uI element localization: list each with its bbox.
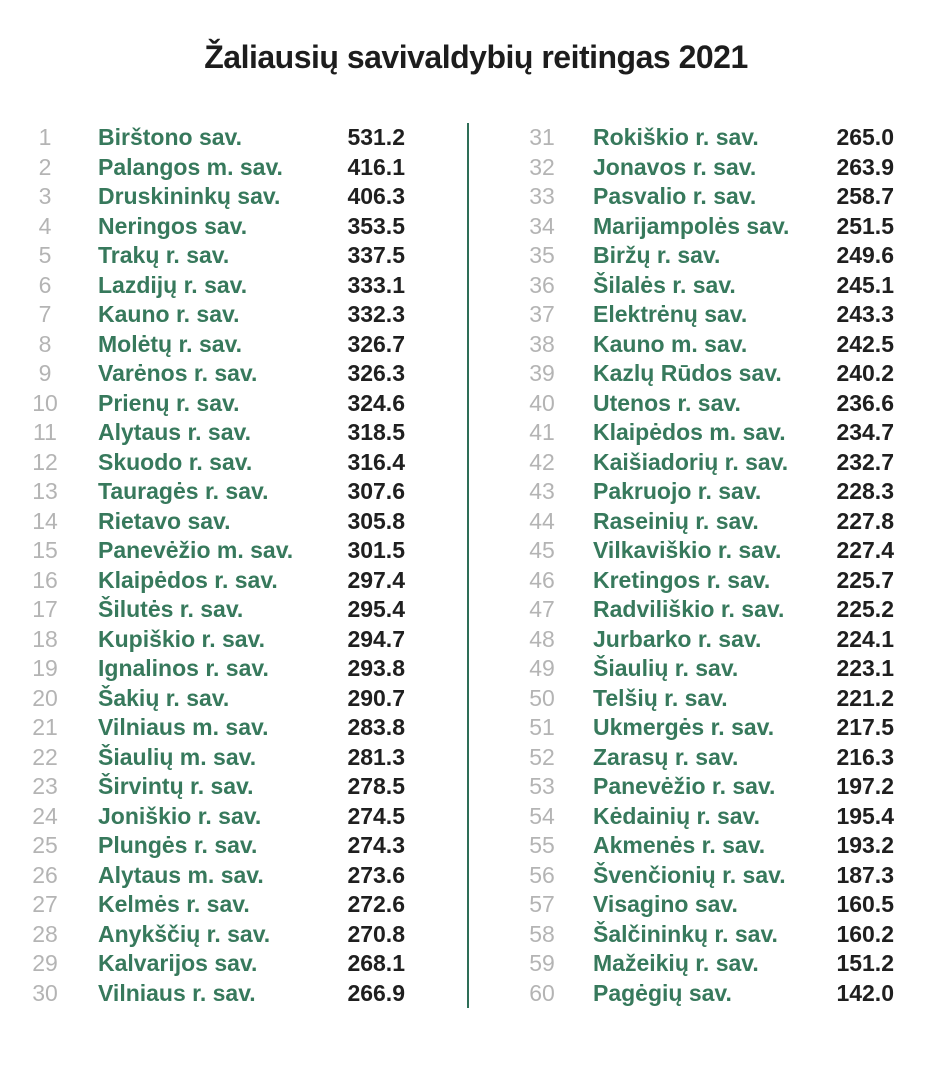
- rank-cell: 10: [32, 389, 58, 416]
- rank-cell: 44: [529, 507, 555, 534]
- table-row: [519, 772, 894, 802]
- table-row: [20, 920, 405, 950]
- rank-cell: 28: [32, 920, 58, 947]
- rank-cell: 5: [38, 242, 52, 269]
- table-row: [20, 684, 405, 714]
- score-value: 332.3: [347, 301, 405, 328]
- rank-cell: 46: [529, 566, 555, 593]
- table-row: [519, 743, 894, 773]
- rank-cell: 22: [32, 743, 58, 770]
- table-row: [519, 153, 894, 183]
- score-value: 142.0: [836, 979, 894, 1006]
- rank-cell: 7: [38, 301, 52, 328]
- table-row: [519, 831, 894, 861]
- municipality-name: Anykščių r. sav.: [98, 920, 271, 947]
- rank-cell: 35: [529, 242, 555, 269]
- table-row: [20, 389, 405, 419]
- score-value: 272.6: [347, 891, 405, 918]
- municipality-name: Šilutės r. sav.: [98, 596, 244, 623]
- score-value: 160.2: [836, 920, 894, 947]
- score-value: 234.7: [836, 419, 894, 446]
- rank-cell: 3: [38, 183, 52, 210]
- municipality-name: Šiaulių m. sav.: [98, 743, 257, 770]
- municipality-name: Vilkaviškio r. sav.: [593, 537, 782, 564]
- rank-cell: 60: [529, 979, 555, 1006]
- score-value: 273.6: [347, 861, 405, 888]
- municipality-name: Rokiškio r. sav.: [593, 124, 759, 151]
- table-row: [519, 448, 894, 478]
- score-value: 193.2: [836, 832, 894, 859]
- score-value: 290.7: [347, 684, 405, 711]
- rank-cell: 19: [32, 655, 58, 682]
- table-row: [20, 831, 405, 861]
- table-row: [20, 654, 405, 684]
- score-value: 187.3: [836, 861, 894, 888]
- rank-cell: 40: [529, 389, 555, 416]
- municipality-name: Kelmės r. sav.: [98, 891, 250, 918]
- municipality-name: Jonavos r. sav.: [593, 153, 757, 180]
- score-value: 251.5: [836, 212, 894, 239]
- score-value: 242.5: [836, 330, 894, 357]
- rank-cell: 41: [529, 419, 555, 446]
- rank-cell: 47: [529, 596, 555, 623]
- score-value: 270.8: [347, 920, 405, 947]
- municipality-name: Neringos sav.: [98, 212, 248, 239]
- municipality-name: Lazdijų r. sav.: [98, 271, 248, 298]
- table-row: [20, 536, 405, 566]
- ranking-column-right: [519, 123, 894, 1008]
- score-value: 333.1: [347, 271, 405, 298]
- rank-cell: 25: [32, 832, 58, 859]
- score-value: 240.2: [836, 360, 894, 387]
- municipality-name: Kauno m. sav.: [593, 330, 748, 357]
- municipality-name: Utenos r. sav.: [593, 389, 741, 416]
- rank-cell: 32: [529, 153, 555, 180]
- municipality-name: Marijampolės sav.: [593, 212, 790, 239]
- municipality-name: Klaipėdos m. sav.: [593, 419, 786, 446]
- municipality-name: Skuodo r. sav.: [98, 448, 253, 475]
- score-value: 294.7: [347, 625, 405, 652]
- municipality-name: Kazlų Rūdos sav.: [593, 360, 782, 387]
- score-value: 307.6: [347, 478, 405, 505]
- score-value: 160.5: [836, 891, 894, 918]
- rank-cell: 59: [529, 950, 555, 977]
- table-row: [20, 241, 405, 271]
- municipality-name: Jurbarko r. sav.: [593, 625, 762, 652]
- municipality-name: Pagėgių sav.: [593, 979, 732, 1006]
- score-value: 225.7: [836, 566, 894, 593]
- rank-cell: 55: [529, 832, 555, 859]
- rank-cell: 6: [38, 271, 52, 298]
- score-value: 224.1: [836, 625, 894, 652]
- municipality-name: Panevėžio r. sav.: [593, 773, 776, 800]
- score-value: 258.7: [836, 183, 894, 210]
- municipality-name: Tauragės r. sav.: [98, 478, 269, 505]
- municipality-name: Trakų r. sav.: [98, 242, 230, 269]
- table-row: [519, 477, 894, 507]
- rank-cell: 51: [529, 714, 555, 741]
- municipality-name: Pasvalio r. sav.: [593, 183, 757, 210]
- table-row: [519, 566, 894, 596]
- table-row: [20, 477, 405, 507]
- municipality-name: Ukmergės r. sav.: [593, 714, 775, 741]
- table-row: [20, 949, 405, 979]
- rank-cell: 27: [32, 891, 58, 918]
- score-value: 278.5: [347, 773, 405, 800]
- municipality-name: Biržų r. sav.: [593, 242, 721, 269]
- table-row: [20, 448, 405, 478]
- table-row: [519, 507, 894, 537]
- rank-cell: 45: [529, 537, 555, 564]
- table-row: [519, 595, 894, 625]
- score-value: 281.3: [347, 743, 405, 770]
- municipality-name: Druskininkų sav.: [98, 183, 281, 210]
- table-row: [20, 713, 405, 743]
- score-value: 227.4: [836, 537, 894, 564]
- rank-cell: 53: [529, 773, 555, 800]
- score-value: 268.1: [347, 950, 405, 977]
- table-row: [20, 507, 405, 537]
- table-row: [519, 536, 894, 566]
- table-row: [20, 772, 405, 802]
- rank-cell: 18: [32, 625, 58, 652]
- table-row: [20, 743, 405, 773]
- table-row: [20, 330, 405, 360]
- score-value: 531.2: [347, 124, 405, 151]
- municipality-name: Kauno r. sav.: [98, 301, 240, 328]
- rank-cell: 34: [529, 212, 555, 239]
- score-value: 217.5: [836, 714, 894, 741]
- score-value: 249.6: [836, 242, 894, 269]
- rank-cell: 57: [529, 891, 555, 918]
- municipality-name: Švenčionių r. sav.: [593, 861, 786, 888]
- table-row: [519, 920, 894, 950]
- ranking-column-left: [20, 123, 405, 1008]
- rank-cell: 16: [32, 566, 58, 593]
- municipality-name: Telšių r. sav.: [593, 684, 728, 711]
- score-value: 232.7: [836, 448, 894, 475]
- table-row: [519, 625, 894, 655]
- rank-cell: 43: [529, 478, 555, 505]
- rank-cell: 24: [32, 802, 58, 829]
- rank-cell: 33: [529, 183, 555, 210]
- municipality-name: Šiaulių r. sav.: [593, 655, 739, 682]
- score-value: 326.7: [347, 330, 405, 357]
- rank-cell: 23: [32, 773, 58, 800]
- municipality-name: Panevėžio m. sav.: [98, 537, 294, 564]
- municipality-name: Visagino sav.: [593, 891, 738, 918]
- municipality-name: Širvintų r. sav.: [98, 773, 254, 800]
- score-value: 283.8: [347, 714, 405, 741]
- rank-cell: 4: [38, 212, 52, 239]
- table-row: [20, 890, 405, 920]
- municipality-name: Šilalės r. sav.: [593, 271, 736, 298]
- table-row: [20, 861, 405, 891]
- municipality-name: Kupiškio r. sav.: [98, 625, 266, 652]
- municipality-name: Akmenės r. sav.: [593, 832, 766, 859]
- rank-cell: 52: [529, 743, 555, 770]
- table-row: [20, 595, 405, 625]
- rank-cell: 8: [38, 330, 52, 357]
- score-value: 223.1: [836, 655, 894, 682]
- table-row: [20, 182, 405, 212]
- table-row: [519, 861, 894, 891]
- municipality-name: Palangos m. sav.: [98, 153, 283, 180]
- municipality-name: Prienų r. sav.: [98, 389, 240, 416]
- score-value: 416.1: [347, 153, 405, 180]
- rank-cell: 21: [32, 714, 58, 741]
- rank-cell: 9: [38, 360, 52, 387]
- rank-cell: 20: [32, 684, 58, 711]
- rank-cell: 37: [529, 301, 555, 328]
- score-value: 297.4: [347, 566, 405, 593]
- table-row: [519, 890, 894, 920]
- table-row: [20, 212, 405, 242]
- table-row: [20, 359, 405, 389]
- score-value: 337.5: [347, 242, 405, 269]
- rank-cell: 13: [32, 478, 58, 505]
- rank-cell: 38: [529, 330, 555, 357]
- score-value: 305.8: [347, 507, 405, 534]
- table-row: [20, 300, 405, 330]
- table-row: [519, 241, 894, 271]
- municipality-name: Elektrėnų sav.: [593, 301, 748, 328]
- municipality-name: Šakių r. sav.: [98, 684, 230, 711]
- municipality-name: Birštono sav.: [98, 124, 242, 151]
- score-value: 195.4: [836, 802, 894, 829]
- score-value: 263.9: [836, 153, 894, 180]
- table-row: [519, 300, 894, 330]
- rank-cell: 56: [529, 861, 555, 888]
- table-row: [519, 182, 894, 212]
- table-row: [20, 802, 405, 832]
- rank-cell: 49: [529, 655, 555, 682]
- rank-cell: 11: [33, 419, 57, 446]
- rank-cell: 30: [32, 979, 58, 1006]
- table-row: [519, 330, 894, 360]
- municipality-name: Zarasų r. sav.: [593, 743, 739, 770]
- score-value: 324.6: [347, 389, 405, 416]
- score-value: 316.4: [347, 448, 405, 475]
- rank-cell: 48: [529, 625, 555, 652]
- page-title: Žaliausių savivaldybių reitingas 2021: [204, 39, 748, 75]
- score-value: 406.3: [347, 183, 405, 210]
- municipality-name: Klaipėdos r. sav.: [98, 566, 278, 593]
- rank-cell: 26: [32, 861, 58, 888]
- municipality-name: Kalvarijos sav.: [98, 950, 258, 977]
- score-value: 318.5: [347, 419, 405, 446]
- table-row: [519, 271, 894, 301]
- table-row: [20, 271, 405, 301]
- score-value: 243.3: [836, 301, 894, 328]
- municipality-name: Mažeikių r. sav.: [593, 950, 759, 977]
- table-row: [519, 389, 894, 419]
- rank-cell: 50: [529, 684, 555, 711]
- rank-cell: 17: [32, 596, 58, 623]
- table-row: [519, 979, 894, 1009]
- rank-cell: 29: [32, 950, 58, 977]
- rank-cell: 36: [529, 271, 555, 298]
- rank-cell: 54: [529, 802, 555, 829]
- score-value: 266.9: [347, 979, 405, 1006]
- score-value: 228.3: [836, 478, 894, 505]
- municipality-name: Ignalinos r. sav.: [98, 655, 269, 682]
- table-row: [519, 713, 894, 743]
- score-value: 225.2: [836, 596, 894, 623]
- table-row: [519, 949, 894, 979]
- municipality-name: Rietavo sav.: [98, 507, 231, 534]
- municipality-name: Vilniaus r. sav.: [98, 979, 256, 1006]
- score-value: 353.5: [347, 212, 405, 239]
- municipality-name: Varėnos r. sav.: [98, 360, 258, 387]
- municipality-name: Radviliškio r. sav.: [593, 596, 785, 623]
- rank-cell: 39: [529, 360, 555, 387]
- municipality-name: Molėtų r. sav.: [98, 330, 243, 357]
- municipality-name: Kėdainių r. sav.: [593, 802, 761, 829]
- table-row: [519, 654, 894, 684]
- score-value: 245.1: [836, 271, 894, 298]
- column-divider: [467, 123, 469, 1008]
- municipality-name: Raseinių r. sav.: [593, 507, 759, 534]
- rank-cell: 42: [529, 448, 555, 475]
- score-value: 295.4: [347, 596, 405, 623]
- municipality-name: Kaišiadorių r. sav.: [593, 448, 789, 475]
- table-row: [519, 802, 894, 832]
- rank-cell: 15: [32, 537, 58, 564]
- score-value: 221.2: [836, 684, 894, 711]
- score-value: 301.5: [347, 537, 405, 564]
- score-value: 151.2: [836, 950, 894, 977]
- municipality-name: Pakruojo r. sav.: [593, 478, 762, 505]
- table-row: [20, 625, 405, 655]
- table-row: [519, 684, 894, 714]
- score-value: 197.2: [836, 773, 894, 800]
- municipality-name: Kretingos r. sav.: [593, 566, 771, 593]
- municipality-name: Vilniaus m. sav.: [98, 714, 269, 741]
- table-row: [20, 153, 405, 183]
- municipality-name: Alytaus m. sav.: [98, 861, 264, 888]
- score-value: 227.8: [836, 507, 894, 534]
- municipality-name: Plungės r. sav.: [98, 832, 258, 859]
- rank-cell: 58: [529, 920, 555, 947]
- score-value: 265.0: [836, 124, 894, 151]
- rank-cell: 1: [38, 124, 52, 151]
- municipality-name: Joniškio r. sav.: [98, 802, 262, 829]
- municipality-name: Šalčininkų r. sav.: [593, 920, 778, 947]
- rank-cell: 14: [32, 507, 58, 534]
- table-row: [519, 123, 894, 153]
- table-row: [20, 979, 405, 1009]
- table-row: [519, 359, 894, 389]
- score-value: 216.3: [836, 743, 894, 770]
- score-value: 274.5: [347, 802, 405, 829]
- municipality-name: Alytaus r. sav.: [98, 419, 251, 446]
- table-row: [20, 566, 405, 596]
- table-row: [519, 212, 894, 242]
- rank-cell: 12: [32, 448, 58, 475]
- table-row: [20, 418, 405, 448]
- score-value: 236.6: [836, 389, 894, 416]
- score-value: 293.8: [347, 655, 405, 682]
- score-value: 274.3: [347, 832, 405, 859]
- table-row: [519, 418, 894, 448]
- ranking-table: [0, 123, 952, 1008]
- score-value: 326.3: [347, 360, 405, 387]
- rank-cell: 31: [529, 124, 555, 151]
- rank-cell: 2: [38, 153, 52, 180]
- table-row: [20, 123, 405, 153]
